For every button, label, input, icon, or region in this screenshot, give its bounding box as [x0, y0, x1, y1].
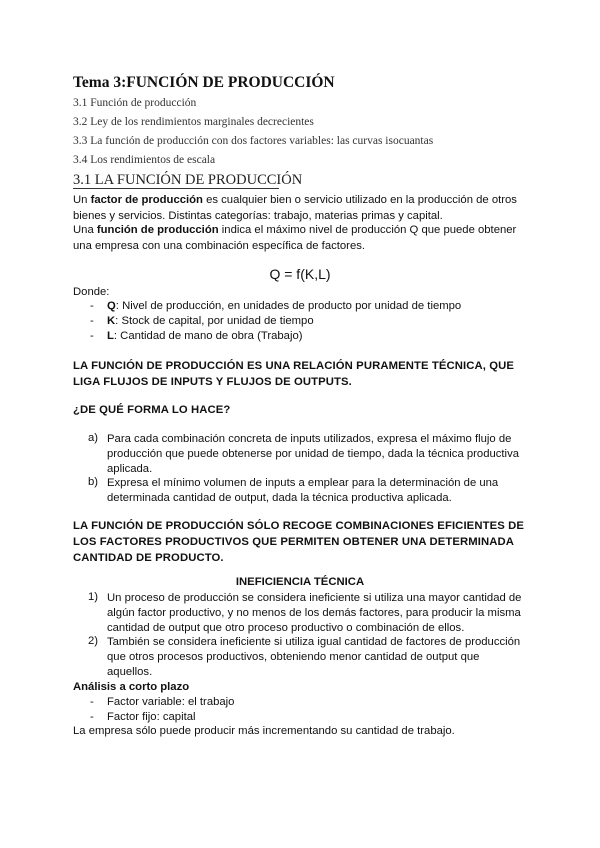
definition-factor	[73, 193, 533, 224]
short-term-heading: Análisis a corto plazo	[73, 681, 190, 693]
list-text-a: Para cada combinación concreta de inputs utilizados, expresa el máximo flujo de producción que puede obtenerse por unidad de tiempo, dada la técnica productiva aplicada.	[107, 433, 519, 475]
def2-pre: Una	[73, 224, 97, 236]
caps-statement-1: LA FUNCIÓN DE PRODUCCIÓN ES UNA RELACIÓN PURAMENTE TÉCNICA, QUE LIGA FLUJOS DE INPUTS Y FLUJOS DE OUTPUTS.	[73, 360, 515, 388]
list-label-a: a)	[88, 432, 99, 444]
inefficiency-heading: INEFICIENCIA TÉCNICA	[235, 576, 365, 588]
def1-post: es cualquier bien o servicio utilizado en la producción de otros bienes y servicios. Distintas categorías: trabajo, materias primas y capital.	[73, 194, 517, 222]
def1-term: factor de producción	[90, 194, 203, 206]
toc-item-3: 3.3 La función de producción con dos factores variables: las curvas isocuantas	[73, 135, 434, 147]
def2-term: función de producción	[96, 224, 219, 236]
bullet-dash: -	[90, 696, 94, 708]
short-item-text: Factor variable: el trabajo	[107, 696, 235, 708]
section-underline	[73, 188, 279, 189]
bullet-dash: -	[90, 300, 94, 312]
var-text: : Stock de capital, por unidad de tiempo	[115, 315, 314, 327]
list-text-b: Expresa el mínimo volumen de inputs a emplear para la determinación de una determinada cantidad de output, dada la técnica productiva aplicada.	[107, 477, 499, 504]
list-text-2: También se considera ineficiente si utiliza igual cantidad de factores de producción que otros procesos productivos, obteniendo menor cantidad de output que aquellos.	[107, 636, 521, 678]
list-label-b: b)	[88, 476, 99, 488]
bullet-dash: -	[90, 711, 94, 723]
short-item-text: Factor fijo: capital	[107, 711, 196, 723]
closing-paragraph: La empresa sólo puede producir más incrementando su cantidad de trabajo.	[73, 725, 455, 737]
var-text: : Cantidad de mano de obra (Trabajo)	[113, 330, 303, 342]
var-text: : Nivel de producción, en unidades de producto por unidad de tiempo	[115, 300, 462, 312]
var-key: Q	[107, 300, 116, 312]
toc-item-2: 3.2 Ley de los rendimientos marginales decrecientes	[73, 116, 314, 128]
question-heading: ¿DE QUÉ FORMA LO HACE?	[73, 404, 231, 416]
var-key: L	[107, 330, 114, 342]
donde-label: Donde:	[73, 286, 110, 298]
bullet-dash: -	[90, 330, 94, 342]
caps-statement-2: LA FUNCIÓN DE PRODUCCIÓN SÓLO RECOGE COMBINACIONES EFICIENTES DE LOS FACTORES PRODUCTIVOS QUE PERMITEN OBTENER UNA DETERMINADA CANTIDAD DE PRODUCTO.	[73, 520, 524, 564]
definition-function	[73, 223, 533, 254]
list-label-1: 1)	[88, 591, 99, 603]
def2-post: indica el máximo nivel de producción Q que puede obtener una empresa con una combinación específica de factores.	[73, 224, 517, 252]
toc-item-1: 3.1 Función de producción	[73, 97, 197, 109]
var-key: K	[107, 315, 116, 327]
toc-item-4: 3.4 Los rendimientos de escala	[73, 154, 216, 166]
production-formula: Q = f(K,L)	[269, 266, 331, 282]
list-label-2: 2)	[88, 635, 99, 647]
bullet-dash: -	[90, 315, 94, 327]
list-text-1: Un proceso de producción se considera ineficiente si utiliza una mayor cantidad de algún factor productivo, y no menos de los demás factores, para producir la misma cantidad de output que otro proceso productivo o combinación de ellos.	[107, 592, 522, 634]
section-heading: 3.1 LA FUNCIÓN DE PRODUCCIÓN	[73, 172, 303, 188]
page-title: Tema 3:FUNCIÓN DE PRODUCCIÓN	[73, 74, 335, 91]
def1-pre: Un	[73, 194, 91, 206]
